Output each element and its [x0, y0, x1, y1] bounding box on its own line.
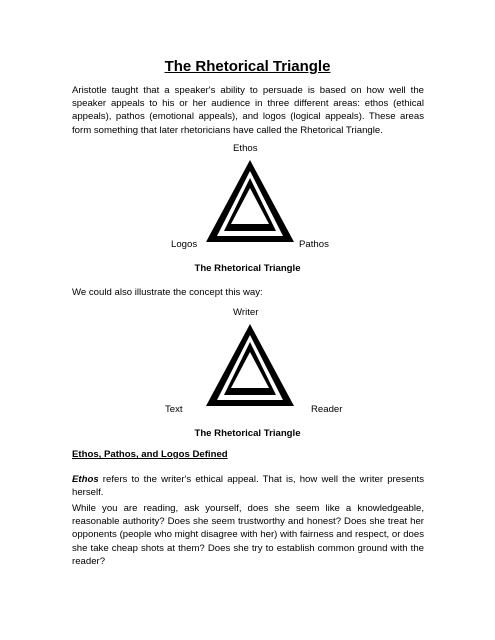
- rhetorical-triangle-diagram-1: [203, 158, 297, 244]
- section-heading: Ethos, Pathos, and Logos Defined: [72, 449, 228, 460]
- ethos-definition: refers to the writer's ethical appeal. That is, how well the writer presents herself.: [72, 474, 424, 499]
- rhetorical-triangle-diagram-2: [203, 322, 297, 408]
- intro-paragraph: Aristotle taught that a speaker's ability to persuade is based on how well the speaker appeals to his or her audience in three different areas: ethos (ethical appeals), pathos (emotional appeals), and logos (logical appeals). These areas form something that later rhetoricians have called the Rhetorical Triangle.: [72, 85, 424, 136]
- diagram1-right-label: Pathos: [299, 239, 329, 250]
- diagram1-caption: The Rhetorical Triangle: [194, 263, 301, 274]
- ethos-term: Ethos: [72, 474, 99, 485]
- questions-paragraph: While you are reading, ask yourself, does she seem like a knowledgeable, reasonable authority? Does she seem trustworthy and honest? Does she treat her opponents (people who might disagree with her) with fairness and respect, or does she take cheap shots at them? Does she try to establish common ground with the reader?: [72, 503, 424, 567]
- diagram1-left-label: Logos: [171, 239, 198, 250]
- transition-paragraph: We could also illustrate the concept this way:: [72, 287, 263, 298]
- diagram2-top-label: Writer: [233, 307, 259, 318]
- diagram1-top-label: Ethos: [233, 143, 258, 154]
- diagram2-caption: The Rhetorical Triangle: [194, 428, 301, 439]
- ethos-paragraph: [72, 473, 424, 499]
- diagram2-right-label: Reader: [311, 404, 343, 415]
- page-title: The Rhetorical Triangle: [164, 58, 331, 75]
- diagram2-left-label: Text: [165, 404, 183, 415]
